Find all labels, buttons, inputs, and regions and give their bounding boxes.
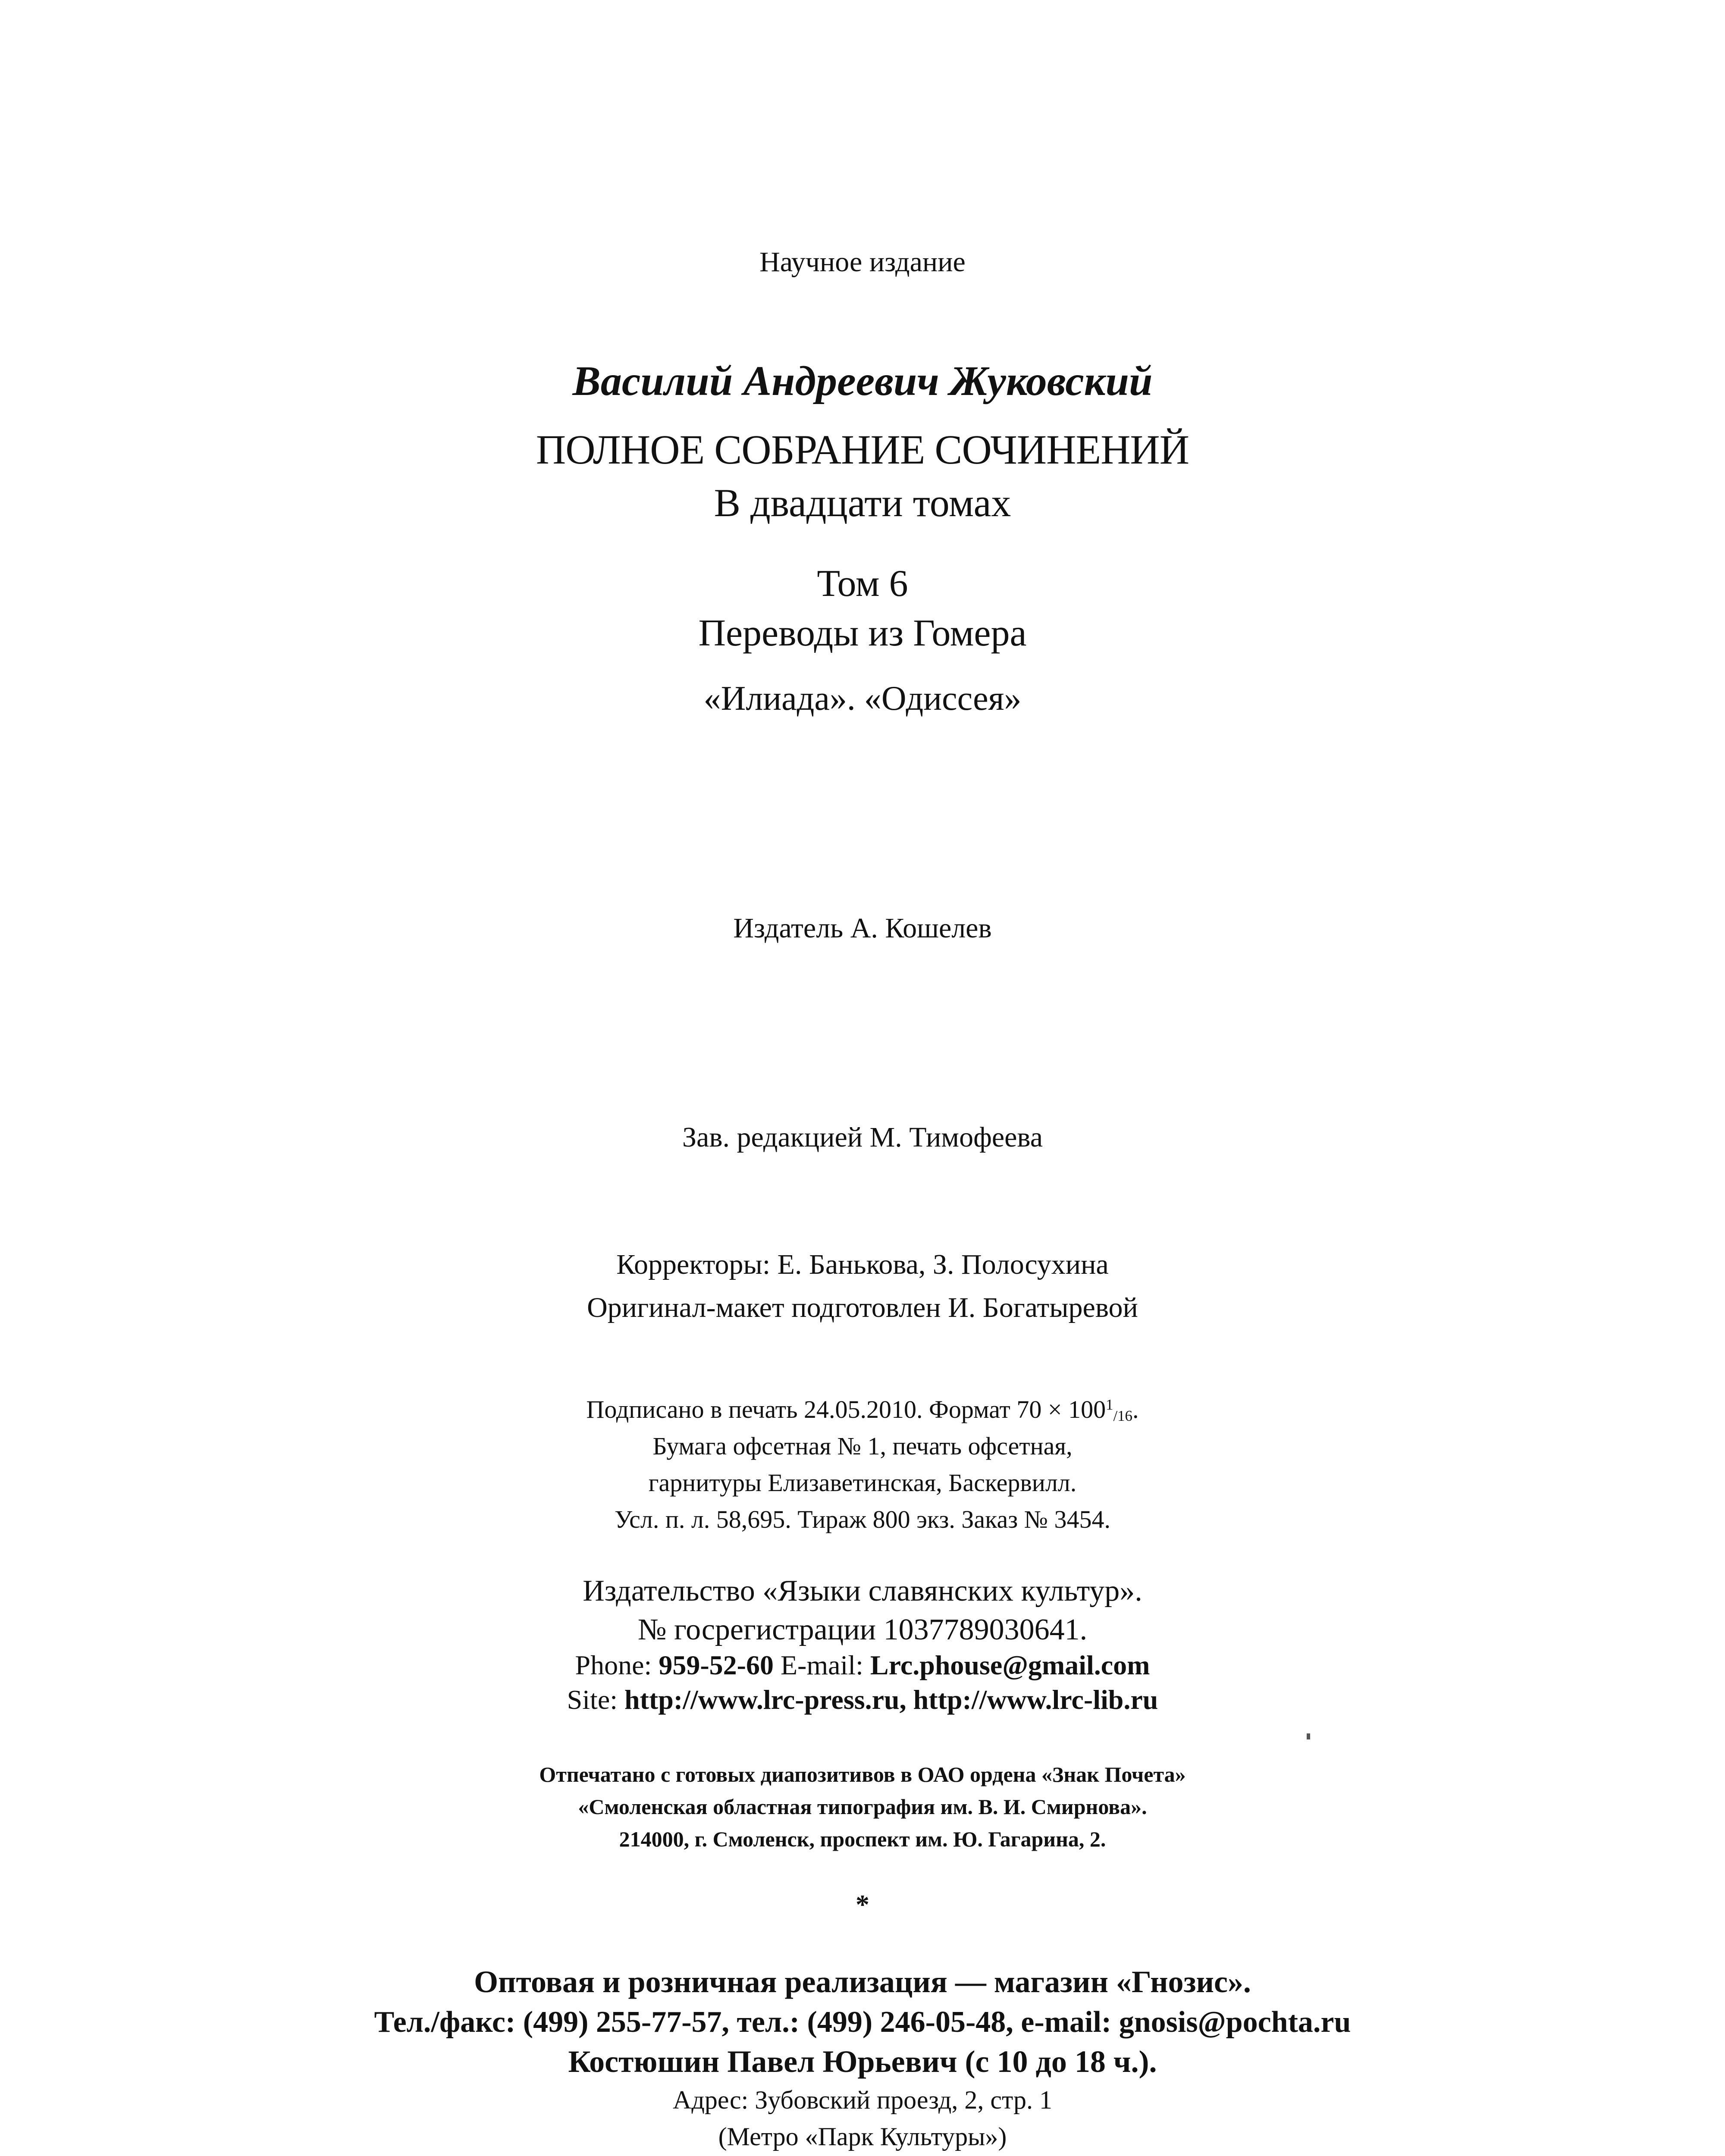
retail-address: Адрес: Зубовский проезд, 2, стр. 1 <box>673 2086 1052 2114</box>
format-fraction-den: 16 <box>1117 1407 1132 1424</box>
publisher-contacts <box>0 1651 1725 1679</box>
layout-credit: Оригинал-макет подготовлен И. Богатыревой <box>587 1292 1138 1323</box>
format-suffix: . <box>1132 1395 1139 1423</box>
printing-line-1: Отпечатано с готовых диапозитивов в ОАО ордена «Знак Почета» <box>539 1762 1186 1786</box>
print-specs-format: Подписано в печать 24.05.2010. Формат 70 × 100 <box>586 1395 1106 1423</box>
print-specs-line-3: гарнитуры Елизаветинская, Баскервилл. <box>648 1469 1077 1497</box>
edition-type: Научное издание <box>759 246 966 278</box>
print-specs-line-2: Бумага офсетная № 1, печать офсетная, <box>652 1432 1073 1460</box>
proofreaders: Корректоры: Е. Банькова, З. Полосухина <box>616 1249 1109 1280</box>
email-link[interactable]: Lrc.phouse@gmail.com <box>870 1650 1150 1680</box>
format-fraction-sep: / <box>1113 1407 1118 1424</box>
works-titles: «Илиада». «Одиссея» <box>703 680 1022 718</box>
print-specs-line-4: Усл. п. л. 58,695. Тираж 800 экз. Заказ № 3454. <box>615 1505 1110 1533</box>
volume-number: Том 6 <box>817 563 908 605</box>
phone-label: Phone: <box>575 1650 659 1680</box>
site-links[interactable]: http://www.lrc-press.ru, http://www.lrc-lib.ru <box>624 1684 1158 1715</box>
retail-line-3: Костюшин Павел Юрьевич (с 10 до 18 ч.). <box>568 2044 1157 2079</box>
printing-line-2: «Смоленская областная типография им. В. И. Смирнова». <box>578 1795 1147 1819</box>
retail-line-1: Оптовая и розничная реализация — магазин «Гнозис». <box>474 1965 1251 1999</box>
retail-line-2: Тел./факс: (499) 255-77-57, тел.: (499) 246-05-48, e-mail: gnosis@pochta.ru <box>374 2006 1351 2039</box>
editorial-head: Зав. редакцией М. Тимофеева <box>682 1122 1043 1153</box>
publisher-registration: № госрегистрации 1037789030641. <box>637 1613 1088 1646</box>
site-label: Site: <box>567 1684 624 1715</box>
volume-title: Переводы из Гомера <box>698 612 1027 654</box>
phone-number: 959-52-60 <box>659 1650 774 1680</box>
printing-line-3: 214000, г. Смоленск, проспект им. Ю. Гагарина, 2. <box>619 1827 1106 1851</box>
scan-artifact-mark <box>1307 1733 1310 1739</box>
publisher-name: Издатель А. Кошелев <box>733 912 992 944</box>
retail-metro: (Метро «Парк Культуры») <box>718 2122 1007 2151</box>
publisher-sites <box>0 1686 1725 1714</box>
collection-title: ПОЛНОЕ СОБРАНИЕ СОЧИНЕНИЙ <box>536 426 1189 473</box>
email-label: E-mail: <box>773 1650 870 1680</box>
author-name: Василий Андреевич Жуковский <box>572 358 1153 404</box>
print-specs-line-1 <box>0 1397 1725 1424</box>
volumes-note: В двадцати томах <box>714 481 1011 525</box>
publisher-house-name: Издательство «Языки славянских культур». <box>583 1574 1142 1608</box>
separator-asterisk: * <box>856 1889 869 1920</box>
format-fraction-num: 1 <box>1106 1396 1113 1413</box>
